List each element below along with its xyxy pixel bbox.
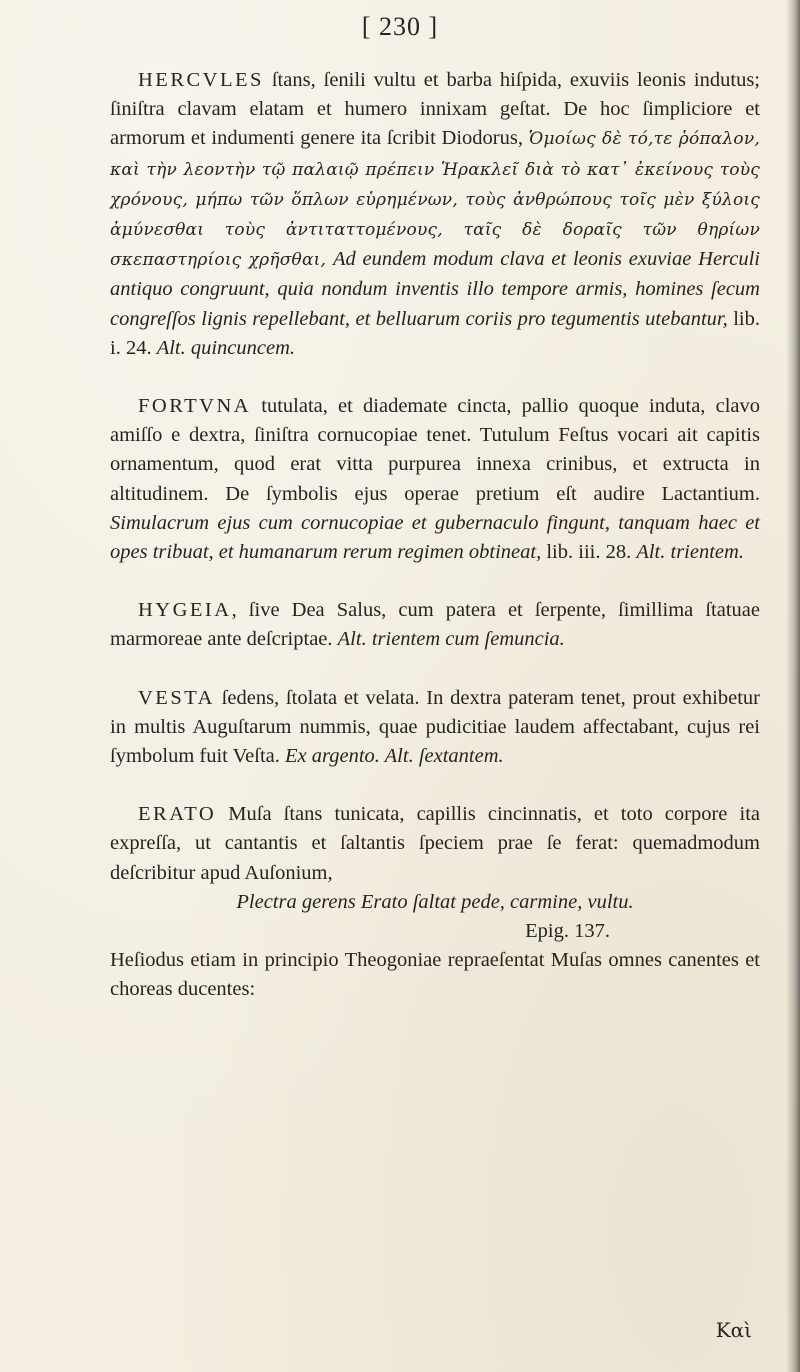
- entry-text: , ſive Dea Salus, cum patera et ſerpente, ſimillima ſtatuae marmoreae ante deſcriptae.: [110, 599, 760, 651]
- entry-fortuna: [110, 392, 760, 567]
- lactantius-quotation: Simulacrum ejus cum cornucopiae et gubernaculo fingunt, tanquam haec et opes tribuat, et humanarum rerum regimen obtineat,: [110, 511, 760, 564]
- entry-text: tutulata, et diademate cincta, pallio quoque induta, clavo amiſſo e dextra, ſiniſtra cornucopiae tenet. Tutulum Feſtus vocari ait capitis ornamentum, quod erat vitta purpurea innexa crinibus, et extructa in altitudinem. De ſymbolis ejus operae pretium eſt audire Lactantium.: [110, 395, 760, 505]
- page-text: [110, 66, 760, 1005]
- entry-text: ſtans, ſenili vultu et barba hiſpida, exuviis leonis indutus; ſiniſtra clavam elatam et humero innixam geſtat. De hoc ſimpliciore et armorum et indumenti genere ita ſcribit Diodorus,: [110, 69, 760, 150]
- material-height-note: Ex argento. Alt. ſextantem.: [285, 745, 504, 768]
- epigram-reference: Epig. 137.: [525, 920, 610, 943]
- entry-hercules: [110, 66, 760, 363]
- entry-heading: HYGEIA: [138, 599, 232, 622]
- hesiod-text: Heſiodus etiam in principio Theogoniae repraeſentat Muſas omnes canentes et choreas ducentes:: [110, 949, 760, 1001]
- greek-quotation: Ὁμοίως δὲ τό,τε ῥόπαλον, καὶ τὴν λεοντὴν τῷ παλαιῷ πρέπειν Ἡρακλεῖ διὰ τὸ κατ᾽ ἐκείνους τοὺς χρόνους, μήπω τῶν ὅπλων εὑρημένων, τοὺς ἀνθρώπους τοῖς μὲν ξύλοις ἀμύνεσθαι τοὺς ἀντιταττομένους, ταῖς δὲ δοραῖς τῶν θηρίων σκεπαστηρίοις χρῆσθαι,: [110, 129, 760, 271]
- page-edge-shadow: [786, 0, 800, 1372]
- page-number: [ 230 ]: [361, 12, 439, 41]
- entry-heading: VESTA: [138, 686, 215, 709]
- height-note: Alt. trientem.: [636, 541, 744, 564]
- ausonius-verse: Plectra gerens Erato ſaltat pede, carmine, vultu.: [236, 890, 634, 913]
- height-note: Alt. quincuncem.: [156, 336, 296, 359]
- height-note: Alt. trientem cum ſemuncia.: [337, 628, 565, 651]
- entry-heading: HERCVLES: [138, 69, 264, 91]
- latin-translation: Ad eundem modum clava et leonis exuviae Herculi antiquo congruunt, quia nondum inventis illo tempore armis, homines ſecum congreſſos lignis repellebant, et belluarum coriis pro tegumentis utebantur,: [110, 248, 760, 330]
- entry-hygeia: [110, 596, 760, 654]
- citation: lib. i. 24.: [110, 307, 760, 359]
- citation: lib. iii. 28.: [541, 541, 632, 564]
- entry-erato: [110, 800, 760, 1004]
- entry-text: ſedens, ſtolata et velata. In dextra pateram tenet, prout exhibetur in multis Auguſtarum nummis, quae pudicitiae laudem affectabant, cujus rei ſymbolum fuit Veſta.: [110, 686, 760, 768]
- entry-heading: ERATO: [138, 803, 217, 826]
- entry-text: Muſa ſtans tunicata, capillis cincinnatis, et toto corpore ita expreſſa, ut cantantis et ſaltantis ſpeciem prae ſe ferat: quemadmodum deſcribitur apud Auſonium,: [110, 803, 760, 884]
- entry-vesta: [110, 684, 760, 772]
- catchword: Καὶ: [715, 1318, 752, 1342]
- entry-heading: FORTVNA: [138, 395, 252, 418]
